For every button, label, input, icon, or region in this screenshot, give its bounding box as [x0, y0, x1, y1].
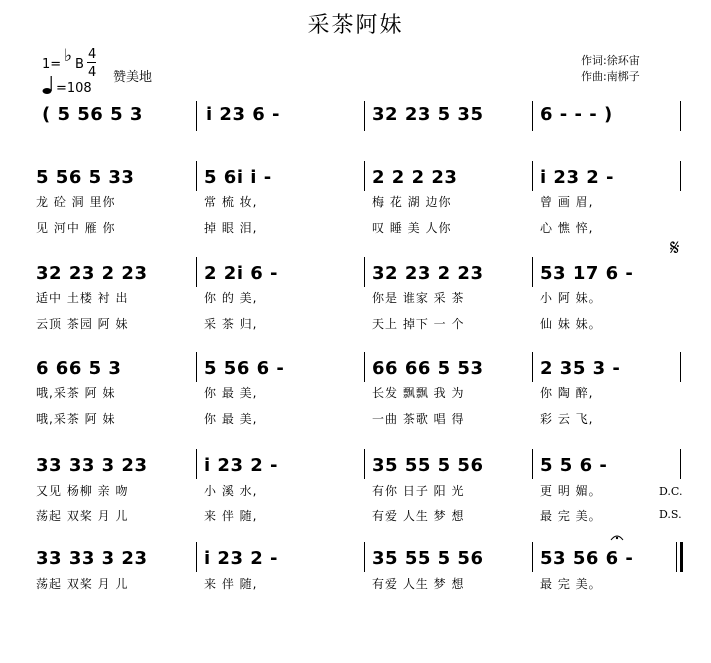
system-2-verse-2-lyric-2: 采 茶 归,: [204, 317, 258, 331]
system-3-verse-1-lyric-3: 长发 飘飘 我 为: [372, 386, 465, 400]
system-1-verse-1-lyric-2: 常 梳 妆,: [204, 195, 258, 209]
system-1-verse-1-lyric-1: 龙 砼 洞 里你: [36, 195, 116, 209]
system-2-verse-1-lyric-2: 你 的 美,: [204, 291, 258, 305]
system-2-verse-2-lyric-3: 天上 掉下 一 个: [372, 317, 465, 331]
system-5-measure-2: i 23 2 -: [204, 548, 279, 569]
ds-marking: D.S.: [659, 508, 682, 521]
system-3-verse-2-lyric-3: 一曲 茶歌 唱 得: [372, 412, 465, 426]
system-4-measure-2: i 23 2 -: [204, 455, 279, 476]
system-4-verse-1-lyric-2: 小 溪 水,: [204, 484, 258, 498]
system-4-verse-1-lyric-3: 有你 日子 阳 光: [372, 484, 465, 498]
system-1-verse-1-lyric-3: 梅 花 湖 边你: [372, 195, 452, 209]
system-2-measure-4: 53 17 6 -: [540, 263, 634, 284]
system-5-measure-3: 35 55 5 56: [372, 548, 484, 569]
system-4-measure-4: 5 5 6 -: [540, 455, 608, 476]
system-2-verse-1-lyric-4: 小 阿 妹。: [540, 291, 602, 305]
system-4-verse-2-lyric-2: 来 伴 随,: [204, 509, 258, 523]
system-4-measure-3: 35 55 5 56: [372, 455, 484, 476]
system-1-measure-3: 2 2 2 23: [372, 167, 458, 188]
key-prefix: 1=: [42, 57, 62, 72]
system-1-verse-2-lyric-4: 心 憔 悴,: [540, 221, 594, 235]
system-5-verse-lyric-2: 来 伴 随,: [204, 577, 258, 591]
system-1-measure-2: 5 6i i -: [204, 167, 272, 188]
intro-measure-1: ( 5 56 5 3: [42, 104, 143, 125]
tempo-marking: =108: [56, 81, 92, 96]
system-5-verse-lyric-1: 荡起 双桨 月 儿: [36, 577, 129, 591]
time-signature-bottom: 4: [88, 65, 97, 80]
fermata-dot: [616, 537, 618, 539]
system-1-verse-2-lyric-2: 掉 眼 泪,: [204, 221, 258, 235]
system-1-verse-2-lyric-1: 见 河中 雁 你: [36, 221, 116, 235]
system-4-verse-2-lyric-3: 有爱 人生 梦 想: [372, 509, 465, 523]
system-2-measure-3: 32 23 2 23: [372, 263, 484, 284]
style-marking: 赞美地: [113, 70, 153, 85]
system-3-verse-2-lyric-2: 你 最 美,: [204, 412, 258, 426]
system-1-measure-4: i 23 2 -: [540, 167, 615, 188]
system-2-verse-2-lyric-1: 云顶 茶园 阿 妹: [36, 317, 129, 331]
system-2-verse-1-lyric-1: 适中 土楼 衬 出: [36, 291, 129, 305]
system-3-verse-1-lyric-2: 你 最 美,: [204, 386, 258, 400]
system-4-verse-1-lyric-4: 更 明 媚。: [540, 484, 602, 498]
song-title: 采茶阿妹: [307, 13, 404, 38]
dc-marking: D.C.: [659, 485, 683, 498]
system-4-measure-1: 33 33 3 23: [36, 455, 148, 476]
system-5-verse-lyric-4: 最 完 美。: [540, 577, 602, 591]
system-1-measure-1: 5 56 5 33: [36, 167, 135, 188]
system-2-measure-2: 2 2i 6 -: [204, 263, 279, 284]
system-3-verse-1-lyric-4: 你 陶 醉,: [540, 386, 594, 400]
system-1-verse-2-lyric-3: 叹 睡 美 人你: [372, 221, 452, 235]
system-2-measure-1: 32 23 2 23: [36, 263, 148, 284]
system-3-verse-2-lyric-4: 彩 云 飞,: [540, 412, 594, 426]
flat-sign: ♭: [64, 46, 73, 66]
system-4-verse-2-lyric-4: 最 完 美。: [540, 509, 602, 523]
system-5-measure-1: 33 33 3 23: [36, 548, 148, 569]
lyricist-credit: 作词:徐环宙: [581, 54, 640, 67]
system-3-verse-1-lyric-1: 哦,采茶 阿 妹: [36, 386, 116, 400]
system-4-verse-2-lyric-1: 荡起 双桨 月 儿: [36, 509, 129, 523]
system-3-measure-1: 6 66 5 3: [36, 358, 122, 379]
system-5-verse-lyric-3: 有爱 人生 梦 想: [372, 577, 465, 591]
segno-icon: 𝄋: [670, 236, 680, 261]
key-tonic: B: [75, 57, 84, 72]
intro-measure-3: 32 23 5 35: [372, 104, 484, 125]
system-3-verse-2-lyric-1: 哦,采茶 阿 妹: [36, 412, 116, 426]
intro-measure-2: i 23 6 -: [206, 104, 281, 125]
system-1-verse-1-lyric-4: 曾 画 眉,: [540, 195, 594, 209]
system-5-measure-4: 53 56 6 -: [540, 548, 634, 569]
system-3-measure-2: 5 56 6 -: [204, 358, 285, 379]
composer-credit: 作曲:南梆子: [581, 70, 640, 83]
time-signature-top: 4: [88, 47, 97, 62]
system-2-verse-1-lyric-3: 你是 谁家 采 茶: [372, 291, 465, 305]
system-2-verse-2-lyric-4: 仙 妹 妹。: [540, 317, 602, 331]
intro-measure-4: 6 - - - ): [540, 104, 613, 125]
system-3-measure-3: 66 66 5 53: [372, 358, 484, 379]
system-4-verse-1-lyric-1: 又见 杨柳 亲 吻: [36, 484, 129, 498]
system-3-measure-4: 2 35 3 -: [540, 358, 621, 379]
